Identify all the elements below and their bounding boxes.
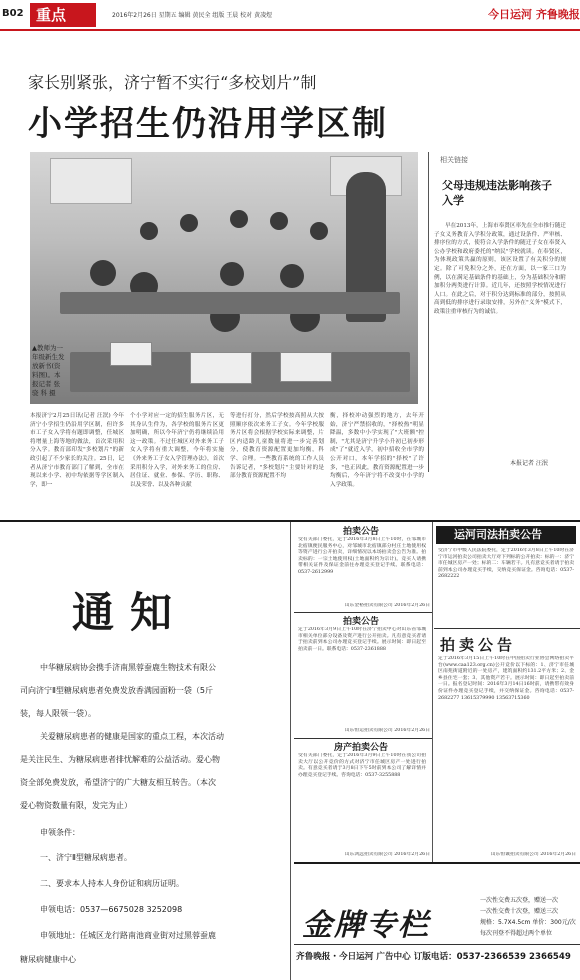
sidebar-label: 相关链接 <box>440 156 468 164</box>
notice-title: 通知 <box>72 588 189 637</box>
notice-line: 申领地址：任城区龙行路南池商业街对过黑蓉蚕鹿 <box>40 931 216 940</box>
classroom-photo <box>30 152 418 404</box>
notice-line: 申领电话：0537—6675028 3252098 <box>40 905 183 914</box>
box-rule <box>434 628 580 629</box>
sidebar-body: 早在2013年，上海市奉贤区率先在全市推行随迁子女义务教育入学积分政策，通过设条件、严审核、排序位的方式，使符合入学条件的随迁子女在奉贤入公办学校和政府委托的"纳民"学校就读。在奉贤区，为体现政策共赢的原则，该区设置了有关积分的规定。除了可免积分之外，还在方面，以一家三口为例，以在满足基础条件的基础上，分为基础积分和附加积分两类进行计算。近几年，还按照学校情况进行人口。在此之后，对于积分达到标准的部分，按照从高到低的排序进行录取安排，另外在"义务"模式下，政策注重审核行为的诚信。 <box>434 223 566 315</box>
ad-item: 一次性交费五次登，赠送一次 <box>480 897 559 904</box>
sidebar-rule <box>428 152 429 472</box>
notice-line: 糖尿病健康中心 <box>20 955 76 964</box>
ad-item: 一次性交费十次登，赠送三次 <box>480 908 559 915</box>
sidebar-title: 父母违规违法影响孩子入学 <box>442 179 552 207</box>
auction-3-body: 受有关部门委托，定于2016年3月9日上午10时在我公司拍卖大厅以公开竞价的方式对济宁市任城区房产一处进行拍卖。有意竞买者请于3月8日下午5时前到本公司了解详情并办理竞买登记手续。咨询电话：0537-3255888 <box>298 753 426 778</box>
issue-meta: 2016年2月26日 星期五 编辑 黄民全 组版 王晨 校对 黄凌煜 <box>112 12 273 19</box>
gold-column-logo: 金牌专栏 <box>302 908 430 943</box>
ad-item: 每次刊登不得超过两个单位 <box>480 930 553 937</box>
big-auction-body: 定于2016年3月15日上午10时在中国拍卖行业协会网络拍卖平台(www.caa123.org.cn)公开竞价以下标的：1、济宁市任城区南苑街道附近的一处房产，建筑面积约131.2平方米；2、金乡县住宅一套；3、其他资产若干。展示时间：即日起至拍卖前一日。报名登记时间：2016年3月14日16时前，请携带有效身份证件办理竞买登记手续，并交纳保证金。咨询电话：0537-2682277 13615379990 13563715360 <box>438 656 574 701</box>
auction-2-body: 定于2016年3月9日上午10时在济宁拍卖中心对山东省邹城市相关单位部分设备及资产进行公开拍卖。凡有意竞买者请于拍卖前到本公司办理竞买登记手续。展示时间：即日起至拍卖前一日。联系电话：0537-2361888 <box>298 627 426 652</box>
footer-rule <box>294 944 580 945</box>
auction-1-title: 拍卖公告 <box>342 527 379 537</box>
auction-3-sign: 山东鸿远拍卖有限公司 2016年2月26日 <box>344 852 430 857</box>
ad-item: 规格：5.7X4.5cm 单价：300元/次 <box>480 919 576 926</box>
big-auction-sign: 山东恒诚拍卖有限公司 2016年2月26日 <box>490 852 576 857</box>
page-header <box>0 0 580 30</box>
notice-line: 申领条件： <box>40 828 80 837</box>
big-auction-title: 拍卖公告 <box>440 636 517 654</box>
notice-line: 关爱糖尿病患者的健康是国家的重点工程，本次活动 <box>40 732 224 741</box>
article-kicker: 家长别紧张，济宁暂不实行“多校划片”制 <box>28 73 317 92</box>
photo-caption: ▲教师为一年级新生发放新书(资料图)。本报记者 张骁 科 摄 <box>32 344 65 397</box>
box-rule <box>294 738 432 739</box>
notice-line: 爱心物资数量有限，发完为止） <box>20 801 132 810</box>
box-rule <box>294 862 580 864</box>
column-divider <box>290 522 291 980</box>
notice-line: 二、要求本人持本人身份证和病历证明。 <box>40 879 184 888</box>
newspaper-brand: 今日运河 齐鲁晚报 <box>488 8 580 21</box>
auction-2-title: 拍卖公告 <box>342 617 379 627</box>
article-column-1: 本报济宁2月25日讯(记者 汪泯) 今年济宁小学招生仍沿用学区制，但许多市工子女入学将有题即调整，任城区将增量上海等地的做法，首次采用积分入学。教育部印发"多校划片"的新政引起了不少家长的关注。25日，记者从济宁市教育部门了解到，全市在现以来小学、初中均依据等学区制入学，即一 <box>30 413 124 488</box>
article-headline: 小学招生仍沿用学区制 <box>28 104 388 144</box>
article-column-3: 等进行打分，然后学校按高照从大按照顺序依次来务工子女。今年学校服务片区将会根据学校实际来调整，片区内适龄儿童数量将进一步完善划分，使教育资源配置更加均衡，科学、合理。一些教育系统的工作人员告诉记者，"多校划片"主要针对的是部分教育资源配置不均 <box>230 413 324 480</box>
page-number: B02 <box>2 8 24 19</box>
box-rule <box>294 612 432 613</box>
yunhe-auction-body: 受济宁市中级人民法院委托，定于2016年3月8日上午10时在济宁市运河拍卖公司拍卖大厅对下列标的公开拍卖：标的一：济宁市任城区房产一处；标的二：车辆若干。凡有意竞买者请于拍卖前到本公司办理竞买手续，交纳竞买保证金。咨询电话：0537-2682222 <box>438 548 574 580</box>
notice-line: 司向济宁Ⅱ型糖尿病患者免费发放香满园面粉一袋（5斤 <box>20 686 214 695</box>
article-column-2: 个小学对应一定的招生服务片区，无其身认生件为，各学校的服务片区更加明确，所以今年济宁仍将继续沿用这一政策。不过任城区对外来务工子女入学将有重大调整，今年将实施《外来务工子女入学管理办法》，首次采用积分入学，对外来务工的住房、居住证、就业、参保、学历、职称、以及荣誉、以及各种贡献 <box>130 413 224 488</box>
auction-1-body: 受有关部门委托，定于2016年3月8日上午10时，在邹城市北宿镇便民服务中心，对邹城市北宿镇部分村庄土地使用权等资产进行公开拍卖，详细情况以本场拍卖会公告为准。拍卖标的：一宗土地使用权(土地面积约为宗计)。竞买人请携带相关证件及保证金前往办理竞买登记手续。联系电话：0537-2612999 <box>298 537 426 575</box>
sidebar-author: 本报记者 汪泯 <box>510 460 548 467</box>
ad-center-footer: 齐鲁晚报・今日运河 广告中心 订版电话：0537-2366539 2366549 <box>296 952 571 962</box>
notice-line: 装，每人限领一袋）。 <box>20 709 96 718</box>
auction-1-sign: 山东金裕拍卖有限公司 2016年2月26日 <box>344 603 430 608</box>
header-rule <box>0 29 580 31</box>
yunhe-auction-banner: 运河司法拍卖公告 <box>436 526 576 544</box>
box-divider <box>432 522 433 862</box>
notice-line: 资全部免费发放，希望济宁的广大糖友相互转告。（本次 <box>20 778 216 787</box>
auction-2-sign: 山东恒运拍卖有限公司 2016年2月26日 <box>344 728 430 733</box>
auction-3-title: 房产拍卖公告 <box>333 743 388 753</box>
notice-line: 是关注民生、为糖尿病患者排忧解难的公益活动。爱心物 <box>20 755 220 764</box>
article-column-4: 衡，择校冲动强烈的地方，去年开始，济宁严禁招收的，"择校热"明显降温，多数中小学实现了"大班额"控制，"尤其是济宁升学小升初已初步形成"了"就近入学，初中招收全市学的公开对口，本年学招的"择校"了许多，"也正因此，教育资源配置进一步均衡后，今年济宁将不改变中小学的入学政策。 <box>330 413 424 488</box>
notice-line: 中华糖尿病协会携手济南黑蓉蚕鹿生物技术有限公 <box>40 663 216 672</box>
notice-line: 一、济宁Ⅱ型糖尿病患者。 <box>40 853 132 862</box>
section-tag: 重点 <box>30 3 96 27</box>
